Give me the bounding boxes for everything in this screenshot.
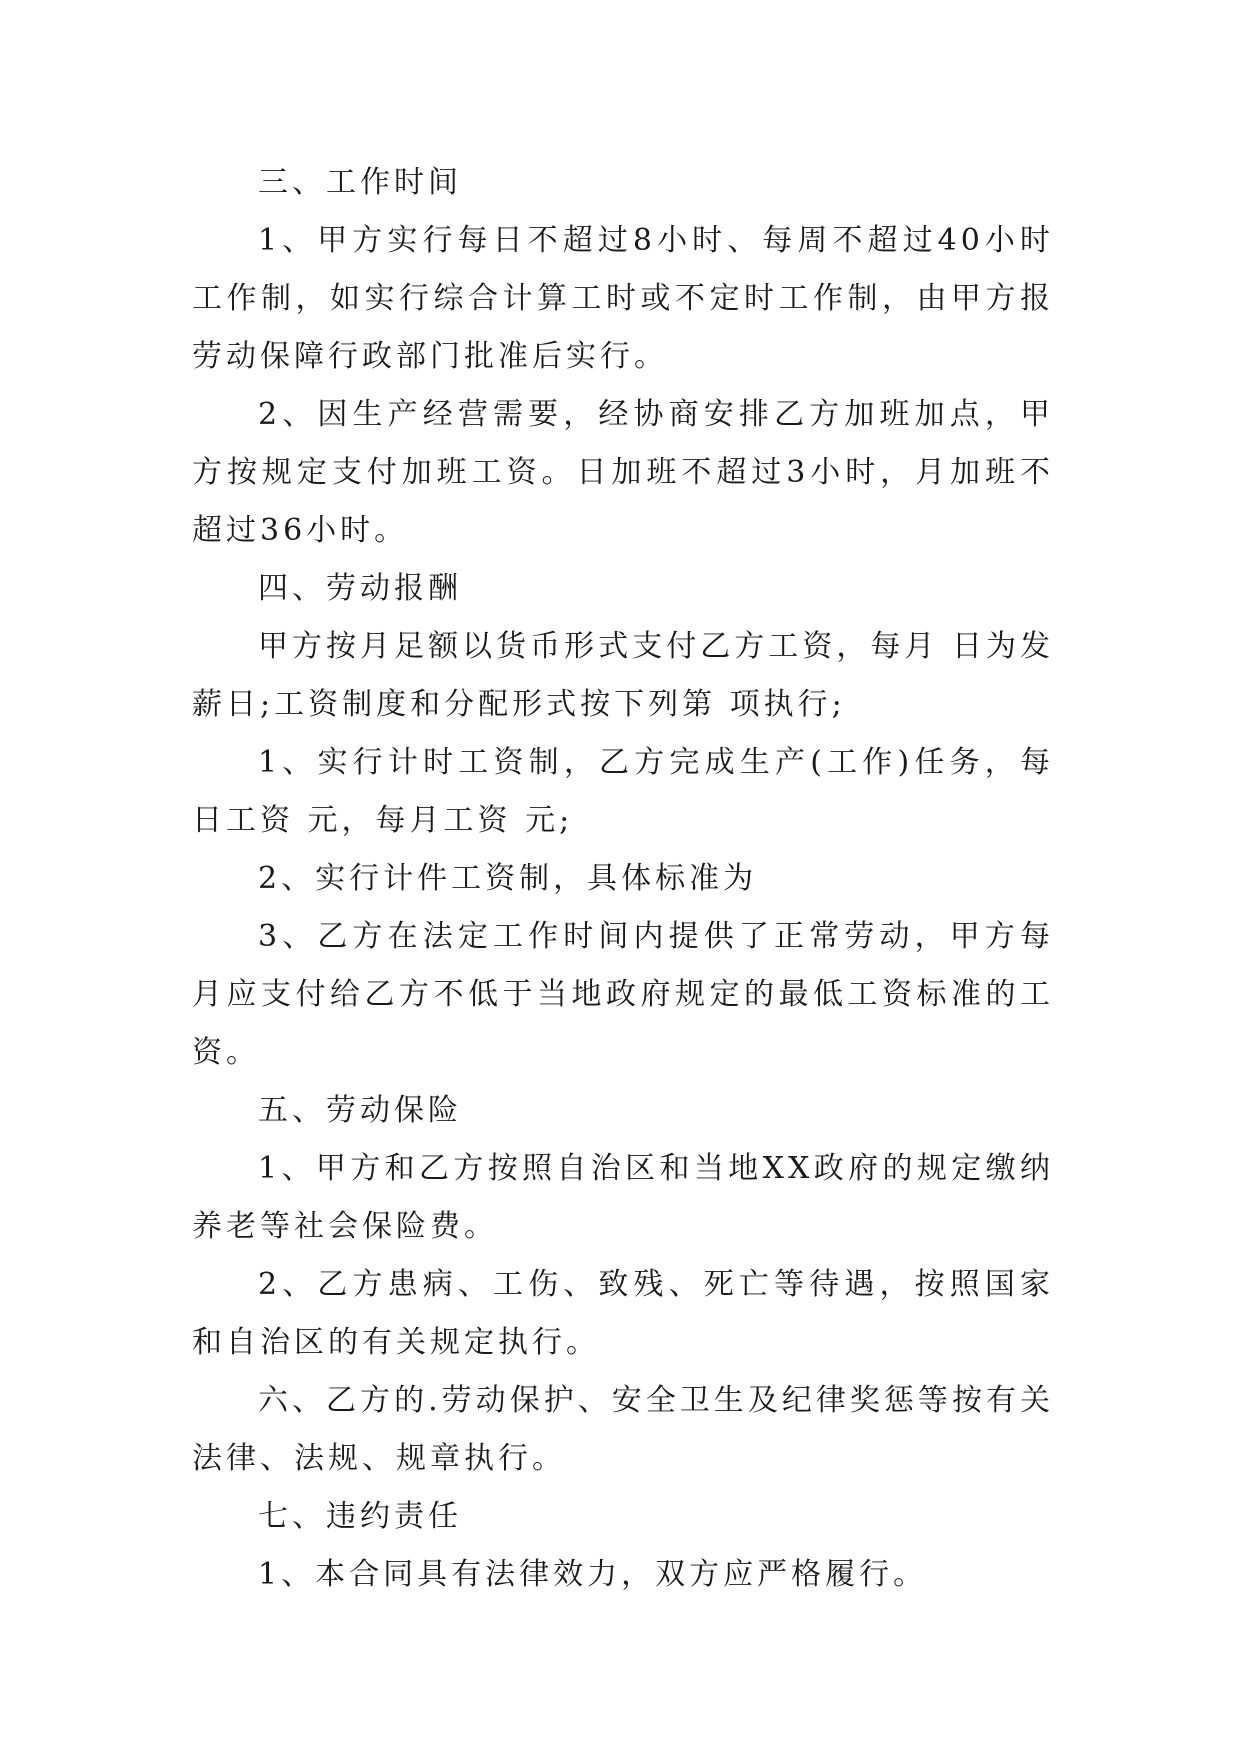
section-heading-liability: 七、违约责任 (258, 1499, 462, 1534)
paragraph: 1、甲方和乙方按照自治区和当地XX政府的规定缴纳养老等社会保险费。 (192, 1151, 1054, 1244)
paragraph: 1、实行计时工资制，乙方完成生产(工作)任务，每日工资 元，每月工资 元; (192, 745, 1054, 838)
paragraph: 1、甲方实行每日不超过8小时、每周不超过40小时工作制，如实行综合计算工时或不定时工作制，由甲方报劳动保障行政部门批准后实行。 (192, 223, 1054, 374)
section-heading-work-hours: 三、工作时间 (258, 165, 462, 200)
document-body (192, 154, 1054, 1604)
paragraph: 2、实行计件工资制，具体标准为 (258, 861, 758, 896)
paragraph: 甲方按月足额以货币形式支付乙方工资，每月 日为发薪日;工资制度和分配形式按下列第 项执行; (192, 629, 1054, 722)
paragraph: 2、乙方患病、工伤、致残、死亡等待遇，按照国家和自治区的有关规定执行。 (192, 1267, 1054, 1360)
paragraph: 3、乙方在法定工作时间内提供了正常劳动，甲方每月应支付给乙方不低于当地政府规定的最低工资标准的工资。 (192, 919, 1054, 1070)
paragraph: 2、因生产经营需要，经协商安排乙方加班加点，甲方按规定支付加班工资。日加班不超过3小时，月加班不超过36小时。 (192, 397, 1054, 548)
section-heading-remuneration: 四、劳动报酬 (258, 571, 462, 606)
paragraph: 1、本合同具有法律效力，双方应严格履行。 (258, 1557, 928, 1592)
paragraph: 六、乙方的.劳动保护、安全卫生及纪律奖惩等按有关法律、法规、规章执行。 (192, 1383, 1054, 1476)
section-heading-insurance: 五、劳动保险 (258, 1093, 462, 1128)
